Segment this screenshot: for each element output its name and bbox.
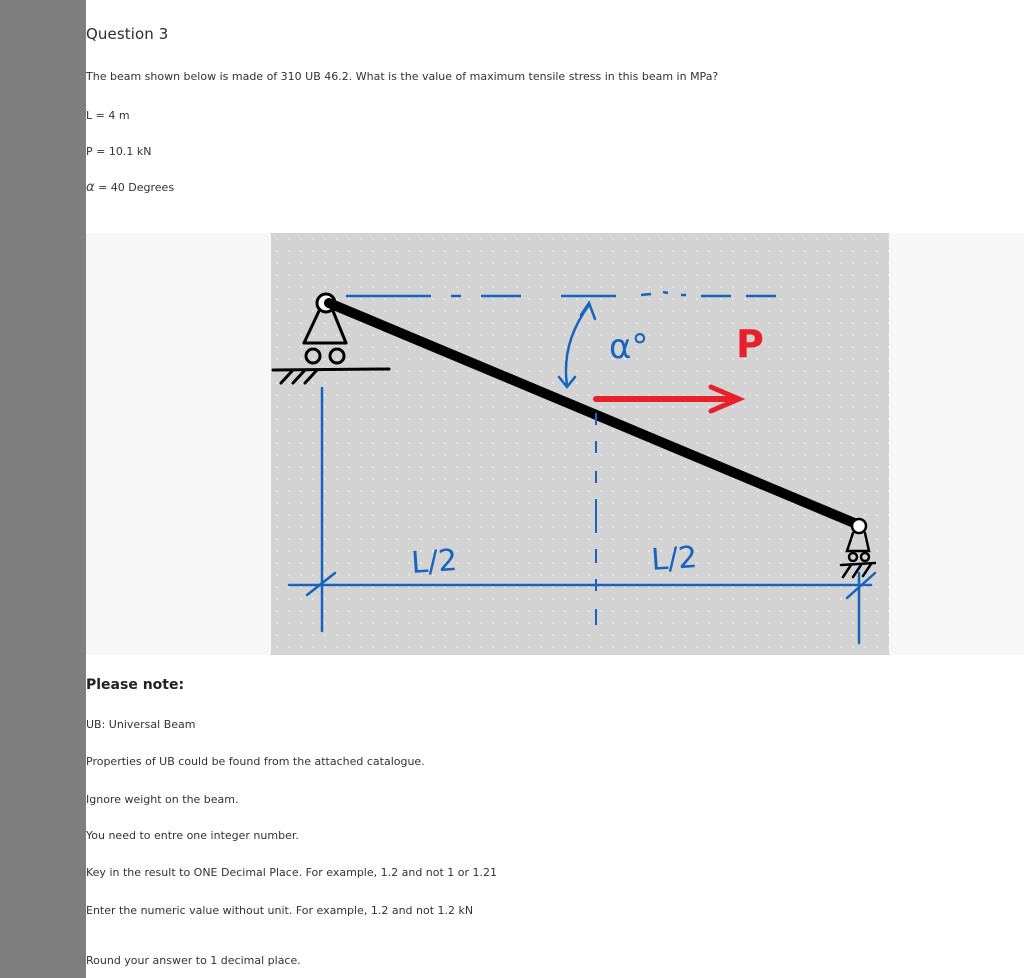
note-item: Key in the result to ONE Decimal Place. For example, 1.2 and not 1 or 1.21 <box>86 866 498 879</box>
question-content <box>86 0 1024 978</box>
notes-heading: Please note: <box>86 677 185 693</box>
given-angle-value: = 40 Degrees <box>94 181 175 194</box>
beam-figure <box>271 233 889 655</box>
half-span-right-label: L/2 <box>650 539 699 579</box>
question-prompt: The beam shown below is made of 310 UB 46.2. What is the value of maximum tensile stress in this beam in MPa? <box>86 70 719 83</box>
load-label: P <box>736 322 764 366</box>
note-item: Ignore weight on the beam. <box>86 793 239 806</box>
note-item: Enter the numeric value without unit. For example, 1.2 and not 1.2 kN <box>86 904 474 917</box>
given-angle <box>86 180 174 195</box>
half-span-left-label: L/2 <box>410 542 459 582</box>
given-load: P = 10.1 kN <box>86 145 152 158</box>
note-item: UB: Universal Beam <box>86 718 196 731</box>
given-length: L = 4 m <box>86 109 130 122</box>
beam-diagram <box>271 233 889 655</box>
note-item: Properties of UB could be found from the attached catalogue. <box>86 755 425 768</box>
question-title: Question 3 <box>86 25 169 43</box>
left-sidebar-rail <box>0 0 86 978</box>
note-item: You need to entre one integer number. <box>86 829 299 842</box>
angle-label: α° <box>609 327 649 367</box>
note-item: Round your answer to 1 decimal place. <box>86 954 301 967</box>
alpha-symbol: α <box>86 180 95 195</box>
